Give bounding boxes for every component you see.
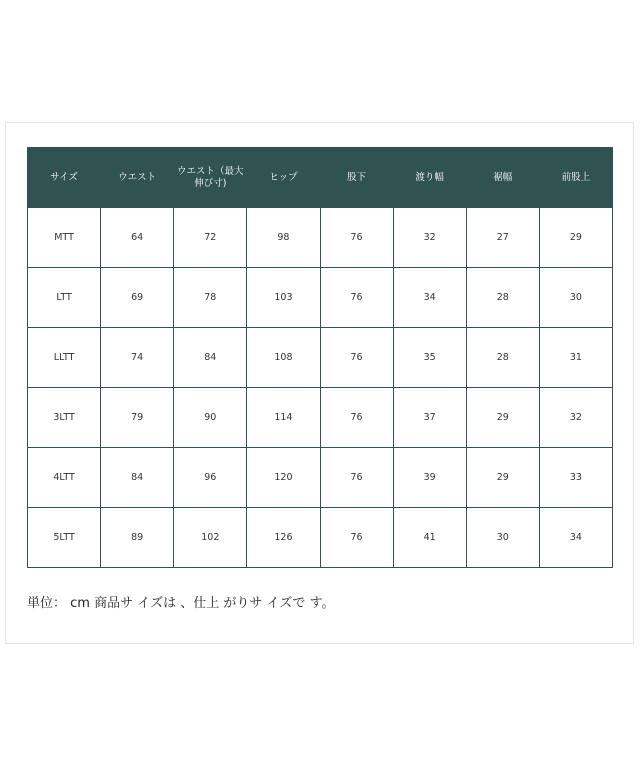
- measurement-cell: 39: [393, 448, 466, 508]
- size-table: [27, 147, 613, 568]
- measurement-cell: 64: [101, 208, 174, 268]
- measurement-cell: 35: [393, 328, 466, 388]
- unit-note: 単位： cm 商品サ イズは 、仕上 がりサ イズで す。: [27, 596, 335, 611]
- table-row: [28, 328, 613, 388]
- measurement-cell: 69: [101, 268, 174, 328]
- measurement-cell: 29: [466, 448, 539, 508]
- measurement-cell: 29: [539, 208, 612, 268]
- measurement-cell: 30: [466, 508, 539, 568]
- measurement-cell: 76: [320, 448, 393, 508]
- size-table-header: [28, 148, 613, 208]
- header-cell-waist: ウエスト: [101, 148, 174, 208]
- size-label-cell: 3LTT: [28, 388, 101, 448]
- table-row: [28, 388, 613, 448]
- size-label-cell: 5LTT: [28, 508, 101, 568]
- measurement-cell: 108: [247, 328, 320, 388]
- header-cell-thigh-width: 渡り幅: [393, 148, 466, 208]
- measurement-cell: 76: [320, 268, 393, 328]
- measurement-cell: 126: [247, 508, 320, 568]
- size-label-cell: MTT: [28, 208, 101, 268]
- measurement-cell: 84: [101, 448, 174, 508]
- measurement-cell: 41: [393, 508, 466, 568]
- measurement-cell: 76: [320, 328, 393, 388]
- size-label-cell: LTT: [28, 268, 101, 328]
- size-label-cell: LLTT: [28, 328, 101, 388]
- size-table-body: [28, 208, 613, 568]
- measurement-cell: 72: [174, 208, 247, 268]
- measurement-cell: 34: [539, 508, 612, 568]
- measurement-cell: 84: [174, 328, 247, 388]
- measurement-cell: 89: [101, 508, 174, 568]
- measurement-cell: 79: [101, 388, 174, 448]
- header-cell-size: サイズ: [28, 148, 101, 208]
- table-row: [28, 508, 613, 568]
- header-cell-front-rise: 前股上: [539, 148, 612, 208]
- header-cell-waist-max-stretch: ウエスト（最大伸び寸): [174, 148, 247, 208]
- table-row: [28, 448, 613, 508]
- measurement-cell: 34: [393, 268, 466, 328]
- measurement-cell: 74: [101, 328, 174, 388]
- measurement-cell: 28: [466, 328, 539, 388]
- table-row: [28, 208, 613, 268]
- measurement-cell: 37: [393, 388, 466, 448]
- measurement-cell: 76: [320, 388, 393, 448]
- header-cell-hip: ヒップ: [247, 148, 320, 208]
- measurement-cell: 76: [320, 208, 393, 268]
- header-cell-hem-width: 裾幅: [466, 148, 539, 208]
- measurement-cell: 27: [466, 208, 539, 268]
- measurement-cell: 90: [174, 388, 247, 448]
- measurement-cell: 102: [174, 508, 247, 568]
- measurement-cell: 28: [466, 268, 539, 328]
- measurement-cell: 96: [174, 448, 247, 508]
- header-cell-inseam: 股下: [320, 148, 393, 208]
- header-row: [28, 148, 613, 208]
- measurement-cell: 76: [320, 508, 393, 568]
- measurement-cell: 31: [539, 328, 612, 388]
- size-label-cell: 4LTT: [28, 448, 101, 508]
- measurement-cell: 103: [247, 268, 320, 328]
- measurement-cell: 32: [539, 388, 612, 448]
- measurement-cell: 33: [539, 448, 612, 508]
- measurement-cell: 120: [247, 448, 320, 508]
- measurement-cell: 29: [466, 388, 539, 448]
- measurement-cell: 30: [539, 268, 612, 328]
- measurement-cell: 78: [174, 268, 247, 328]
- measurement-cell: 32: [393, 208, 466, 268]
- measurement-cell: 114: [247, 388, 320, 448]
- table-row: [28, 268, 613, 328]
- measurement-cell: 98: [247, 208, 320, 268]
